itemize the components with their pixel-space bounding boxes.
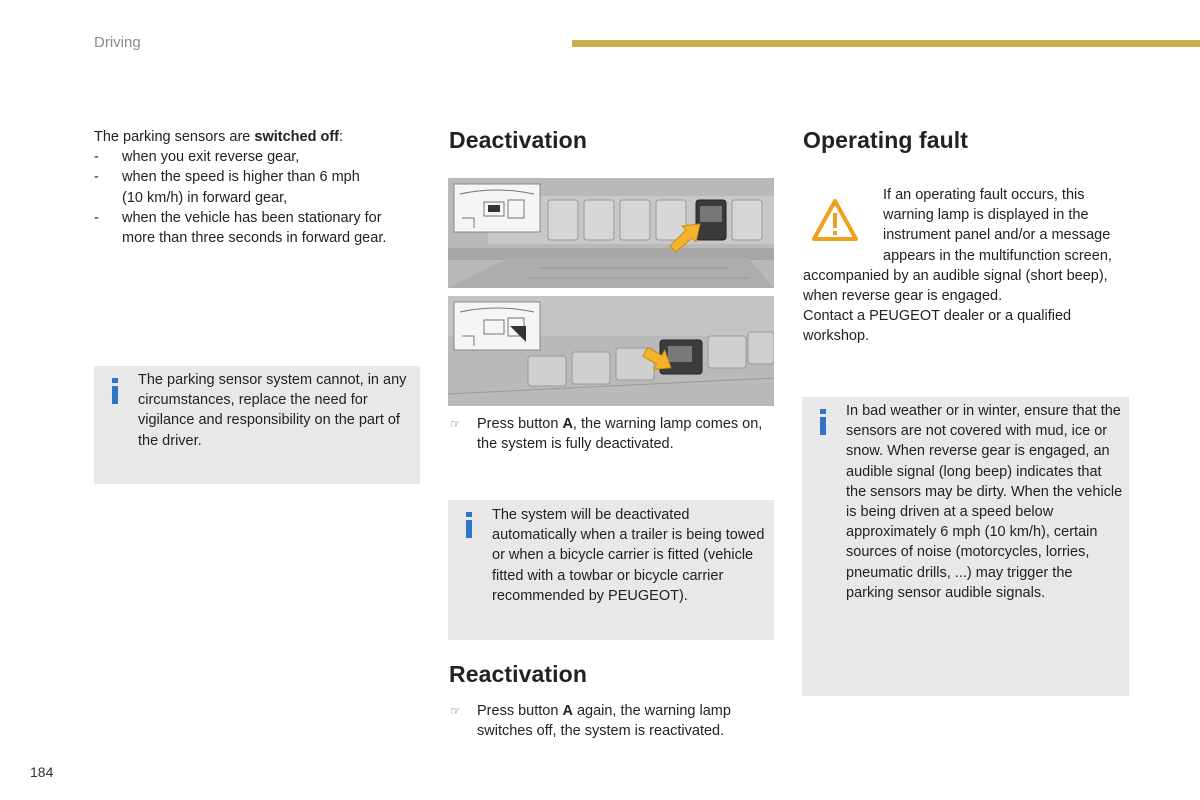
heading-operating-fault: Operating fault [803, 127, 969, 153]
heading-reactivation: Reactivation [449, 661, 587, 687]
fault-description: If an operating fault occurs, this warning lamp is displayed in the instrument panel and/or a message appears in the multifunction screen, accompanied by an audible signal (short beep), when reverse gear is engaged. [803, 187, 1112, 305]
intro-bold: switched off [254, 129, 339, 145]
dashboard-illustration-2 [448, 296, 774, 406]
info-text: In bad weather or in winter, ensure that the sensors are not covered with mud, ice or snow. When reverse gear is engaged, an audible signal (long beep) indicates that the sensors may be dirty. When the vehicle is being driven at a speed below approximately 6 mph (10 km/h), certain sources of noise (motorcycles, lorries, pneumatic drills, ...) may trigger the parking sensor audible signals. [846, 403, 1123, 601]
header-accent-bar [572, 40, 1200, 47]
info-box-weather [802, 397, 1129, 696]
heading-deactivation: Deactivation [449, 127, 587, 153]
operating-fault-text [803, 185, 1129, 347]
section-header: Driving [94, 34, 141, 51]
switch-off-conditions [94, 147, 414, 248]
deactivation-step-text: Press button A, the warning lamp comes on, the system is fully deactivated. [477, 416, 763, 453]
info-text: The system will be deactivated automatically when a trailer is being towed or when a bicycle carrier is fitted (vehicle fitted with a towbar or bicycle carrier recommended by PEUGEOT). [492, 507, 765, 604]
info-icon [111, 378, 119, 404]
reactivation-step-text: Press button A again, the warning lamp switches off, the system is reactivated. [477, 703, 731, 740]
info-box-vigilance [94, 366, 420, 484]
figure-button-a-top [448, 178, 774, 288]
button-a-label: A [562, 703, 573, 719]
list-item: - when the vehicle has been stationary for more than three seconds in forward gear. [94, 208, 414, 248]
button-a-label: A [562, 416, 573, 432]
hand-pointer-icon: ☞ [450, 704, 461, 718]
list-item: - when the speed is higher than 6 mph (10 km/h) in forward gear, [94, 167, 382, 207]
dashboard-illustration-1 [448, 178, 774, 288]
list-item: - when you exit reverse gear, [94, 147, 414, 167]
intro-line: The parking sensors are switched off: [94, 129, 344, 145]
reactivation-step [450, 701, 770, 741]
fault-contact: Contact a PEUGEOT dealer or a qualified workshop. [803, 308, 1072, 345]
intro-paragraph [94, 127, 414, 248]
info-icon [819, 409, 827, 435]
figure-button-a-bottom [448, 296, 774, 406]
info-box-trailer [448, 500, 774, 640]
info-text: The parking sensor system cannot, in any circumstances, replace the need for vigilance and responsibility on the part of the driver. [138, 372, 407, 449]
deactivation-step [450, 414, 770, 454]
info-icon [465, 512, 473, 538]
page-number: 184 [30, 764, 54, 780]
hand-pointer-icon: ☞ [450, 417, 461, 431]
